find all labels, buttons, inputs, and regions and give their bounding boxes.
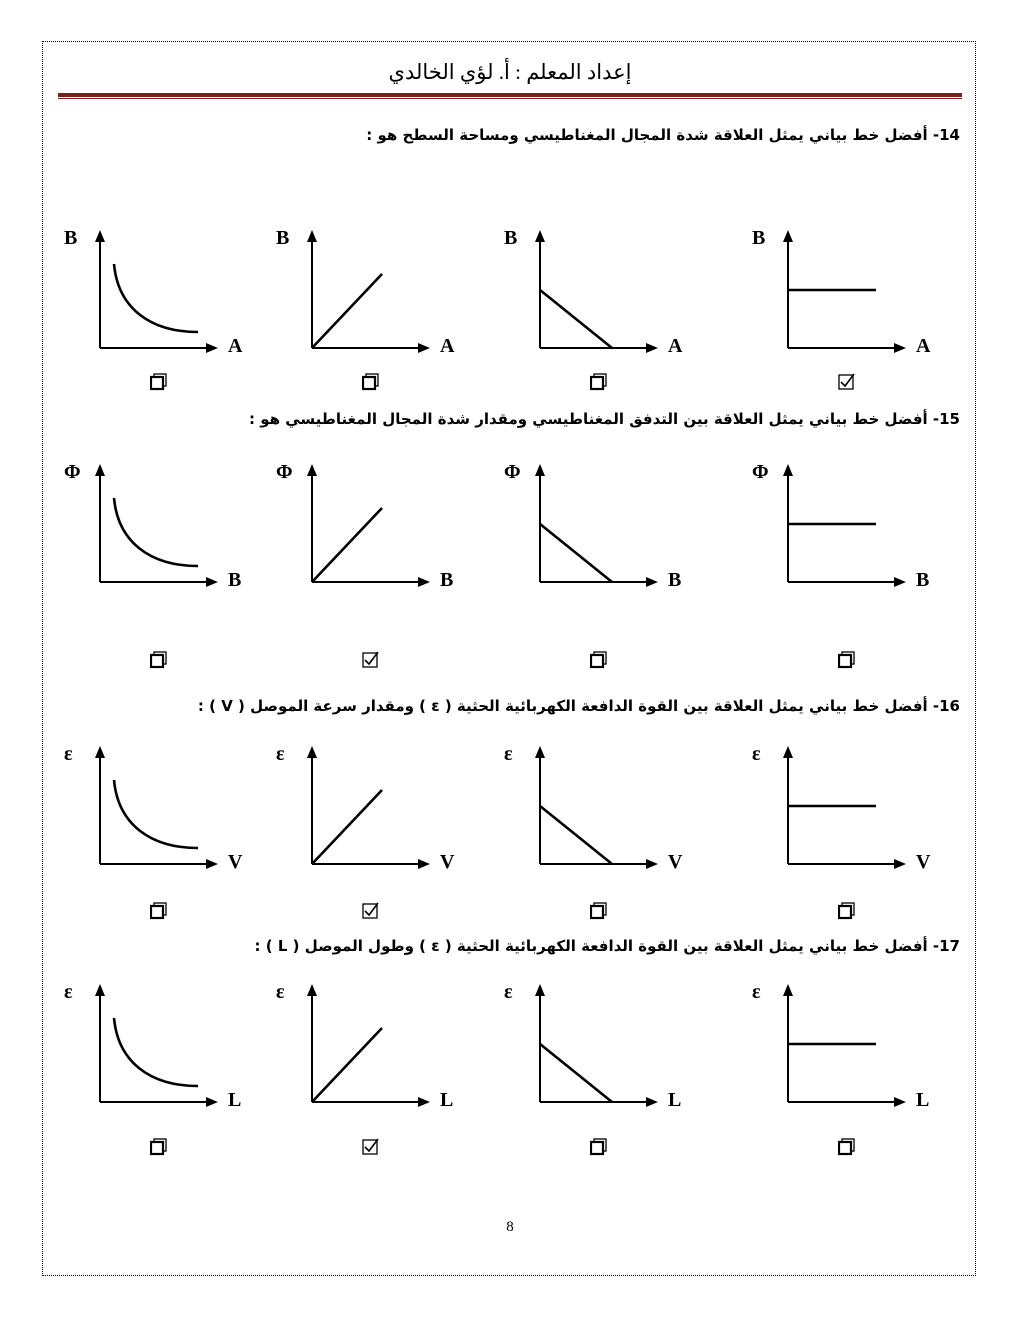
- x-axis-label: A: [668, 335, 683, 357]
- y-axis-arrow-icon: [307, 746, 317, 758]
- x-axis-label: B: [228, 569, 242, 591]
- x-axis-label: V: [440, 851, 455, 873]
- graph-option-1: [60, 744, 270, 874]
- graph-curve-line: [114, 1018, 198, 1086]
- checked-box-icon[interactable]: [838, 373, 856, 391]
- x-axis-arrow-icon: [894, 343, 906, 353]
- x-axis-label: L: [440, 1089, 454, 1111]
- graph-option-3: [500, 228, 710, 358]
- graph-decreasing-line: [540, 806, 612, 864]
- question-text: 17- أفضل خط بياني يمثل العلاقة بين القوة الدافعة الكهربائية الحثية ( ε ) وطول الموصل ( L ) :: [254, 937, 960, 955]
- y-axis-arrow-icon: [535, 984, 545, 996]
- y-axis-label: Φ: [276, 461, 293, 483]
- graph-increasing-line: [312, 1028, 382, 1102]
- question-text: 16- أفضل خط بياني يمثل العلاقة بين القوة الدافعة الكهربائية الحثية ( ε ) ومقدار سرعة الموصل ( V ) :: [197, 697, 960, 715]
- graph-option-4: [748, 744, 958, 874]
- x-axis-arrow-icon: [646, 577, 658, 587]
- graph-curve-line: [114, 498, 198, 566]
- graph-decreasing-line: [540, 290, 612, 348]
- y-axis-label: B: [64, 227, 78, 249]
- graph-increasing-line: [312, 790, 382, 864]
- question-text: 15- أفضل خط بياني يمثل العلاقة بين التدفق المغناطيسي ومقدار شدة المجال المغناطيسي هو :: [248, 410, 960, 428]
- graph-increasing-line: [312, 274, 382, 348]
- checked-box-icon[interactable]: [362, 651, 380, 669]
- graph-option-2: [272, 462, 482, 592]
- x-axis-label: V: [668, 851, 683, 873]
- x-axis-arrow-icon: [894, 859, 906, 869]
- x-axis-label: V: [916, 851, 931, 873]
- x-axis-arrow-icon: [418, 859, 430, 869]
- x-axis-arrow-icon: [646, 1097, 658, 1107]
- checkbox-icon[interactable]: [150, 902, 168, 920]
- y-axis-arrow-icon: [535, 464, 545, 476]
- checkbox-icon[interactable]: [590, 902, 608, 920]
- y-axis-label: B: [752, 227, 766, 249]
- x-axis-arrow-icon: [418, 577, 430, 587]
- graph-option-4: [748, 982, 958, 1112]
- y-axis-label: ε: [64, 981, 73, 1003]
- graph-option-3: [500, 462, 710, 592]
- x-axis-arrow-icon: [206, 859, 218, 869]
- y-axis-label: B: [504, 227, 518, 249]
- header-rule: [58, 93, 962, 97]
- y-axis-label: ε: [504, 981, 513, 1003]
- x-axis-label: V: [228, 851, 243, 873]
- y-axis-arrow-icon: [307, 464, 317, 476]
- graph-increasing-line: [312, 508, 382, 582]
- y-axis-label: ε: [276, 981, 285, 1003]
- header-title: إعداد المعلم : أ. لؤي الخالدي: [388, 60, 632, 84]
- graph-option-1: [60, 462, 270, 592]
- x-axis-label: A: [228, 335, 243, 357]
- x-axis-arrow-icon: [418, 1097, 430, 1107]
- x-axis-label: B: [668, 569, 682, 591]
- x-axis-arrow-icon: [894, 1097, 906, 1107]
- y-axis-label: ε: [64, 743, 73, 765]
- x-axis-arrow-icon: [418, 343, 430, 353]
- x-axis-arrow-icon: [206, 343, 218, 353]
- x-axis-label: A: [440, 335, 455, 357]
- y-axis-arrow-icon: [783, 984, 793, 996]
- graph-option-3: [500, 982, 710, 1112]
- y-axis-arrow-icon: [307, 984, 317, 996]
- y-axis-arrow-icon: [783, 230, 793, 242]
- graph-option-3: [500, 744, 710, 874]
- x-axis-arrow-icon: [206, 577, 218, 587]
- checkbox-icon[interactable]: [838, 902, 856, 920]
- y-axis-arrow-icon: [95, 746, 105, 758]
- checkbox-icon[interactable]: [590, 373, 608, 391]
- graph-option-2: [272, 228, 482, 358]
- x-axis-arrow-icon: [646, 859, 658, 869]
- graph-option-1: [60, 982, 270, 1112]
- graph-option-1: [60, 228, 270, 358]
- checkbox-icon[interactable]: [150, 1138, 168, 1156]
- page-number: 8: [506, 1219, 514, 1235]
- checkbox-icon[interactable]: [590, 651, 608, 669]
- checkbox-icon[interactable]: [362, 373, 380, 391]
- y-axis-label: Φ: [504, 461, 521, 483]
- y-axis-label: B: [276, 227, 290, 249]
- y-axis-label: ε: [276, 743, 285, 765]
- graph-curve-line: [114, 780, 198, 848]
- graph-decreasing-line: [540, 524, 612, 582]
- x-axis-label: L: [916, 1089, 930, 1111]
- graph-option-2: [272, 982, 482, 1112]
- x-axis-label: L: [228, 1089, 242, 1111]
- y-axis-arrow-icon: [535, 230, 545, 242]
- x-axis-arrow-icon: [206, 1097, 218, 1107]
- y-axis-arrow-icon: [783, 464, 793, 476]
- graph-option-2: [272, 744, 482, 874]
- checked-box-icon[interactable]: [362, 1138, 380, 1156]
- x-axis-arrow-icon: [646, 343, 658, 353]
- y-axis-arrow-icon: [307, 230, 317, 242]
- y-axis-arrow-icon: [783, 746, 793, 758]
- x-axis-label: A: [916, 335, 931, 357]
- header-rule-thin: [58, 98, 962, 99]
- checkbox-icon[interactable]: [150, 373, 168, 391]
- y-axis-arrow-icon: [95, 984, 105, 996]
- checkbox-icon[interactable]: [838, 651, 856, 669]
- x-axis-arrow-icon: [894, 577, 906, 587]
- x-axis-label: L: [668, 1089, 682, 1111]
- checkbox-icon[interactable]: [150, 651, 168, 669]
- checkbox-icon[interactable]: [590, 1138, 608, 1156]
- y-axis-label: Φ: [64, 461, 81, 483]
- y-axis-arrow-icon: [95, 230, 105, 242]
- checkbox-icon[interactable]: [838, 1138, 856, 1156]
- x-axis-label: B: [916, 569, 930, 591]
- graph-decreasing-line: [540, 1044, 612, 1102]
- y-axis-arrow-icon: [535, 746, 545, 758]
- y-axis-arrow-icon: [95, 464, 105, 476]
- y-axis-label: ε: [752, 981, 761, 1003]
- y-axis-label: ε: [752, 743, 761, 765]
- graph-curve-line: [114, 264, 198, 332]
- checked-box-icon[interactable]: [362, 902, 380, 920]
- y-axis-label: ε: [504, 743, 513, 765]
- question-text: 14- أفضل خط بياني يمثل العلاقة شدة المجال المغناطيسي ومساحة السطح هو :: [366, 126, 960, 144]
- y-axis-label: Φ: [752, 461, 769, 483]
- x-axis-label: B: [440, 569, 454, 591]
- graph-option-4: [748, 462, 958, 592]
- graph-option-4: [748, 228, 958, 358]
